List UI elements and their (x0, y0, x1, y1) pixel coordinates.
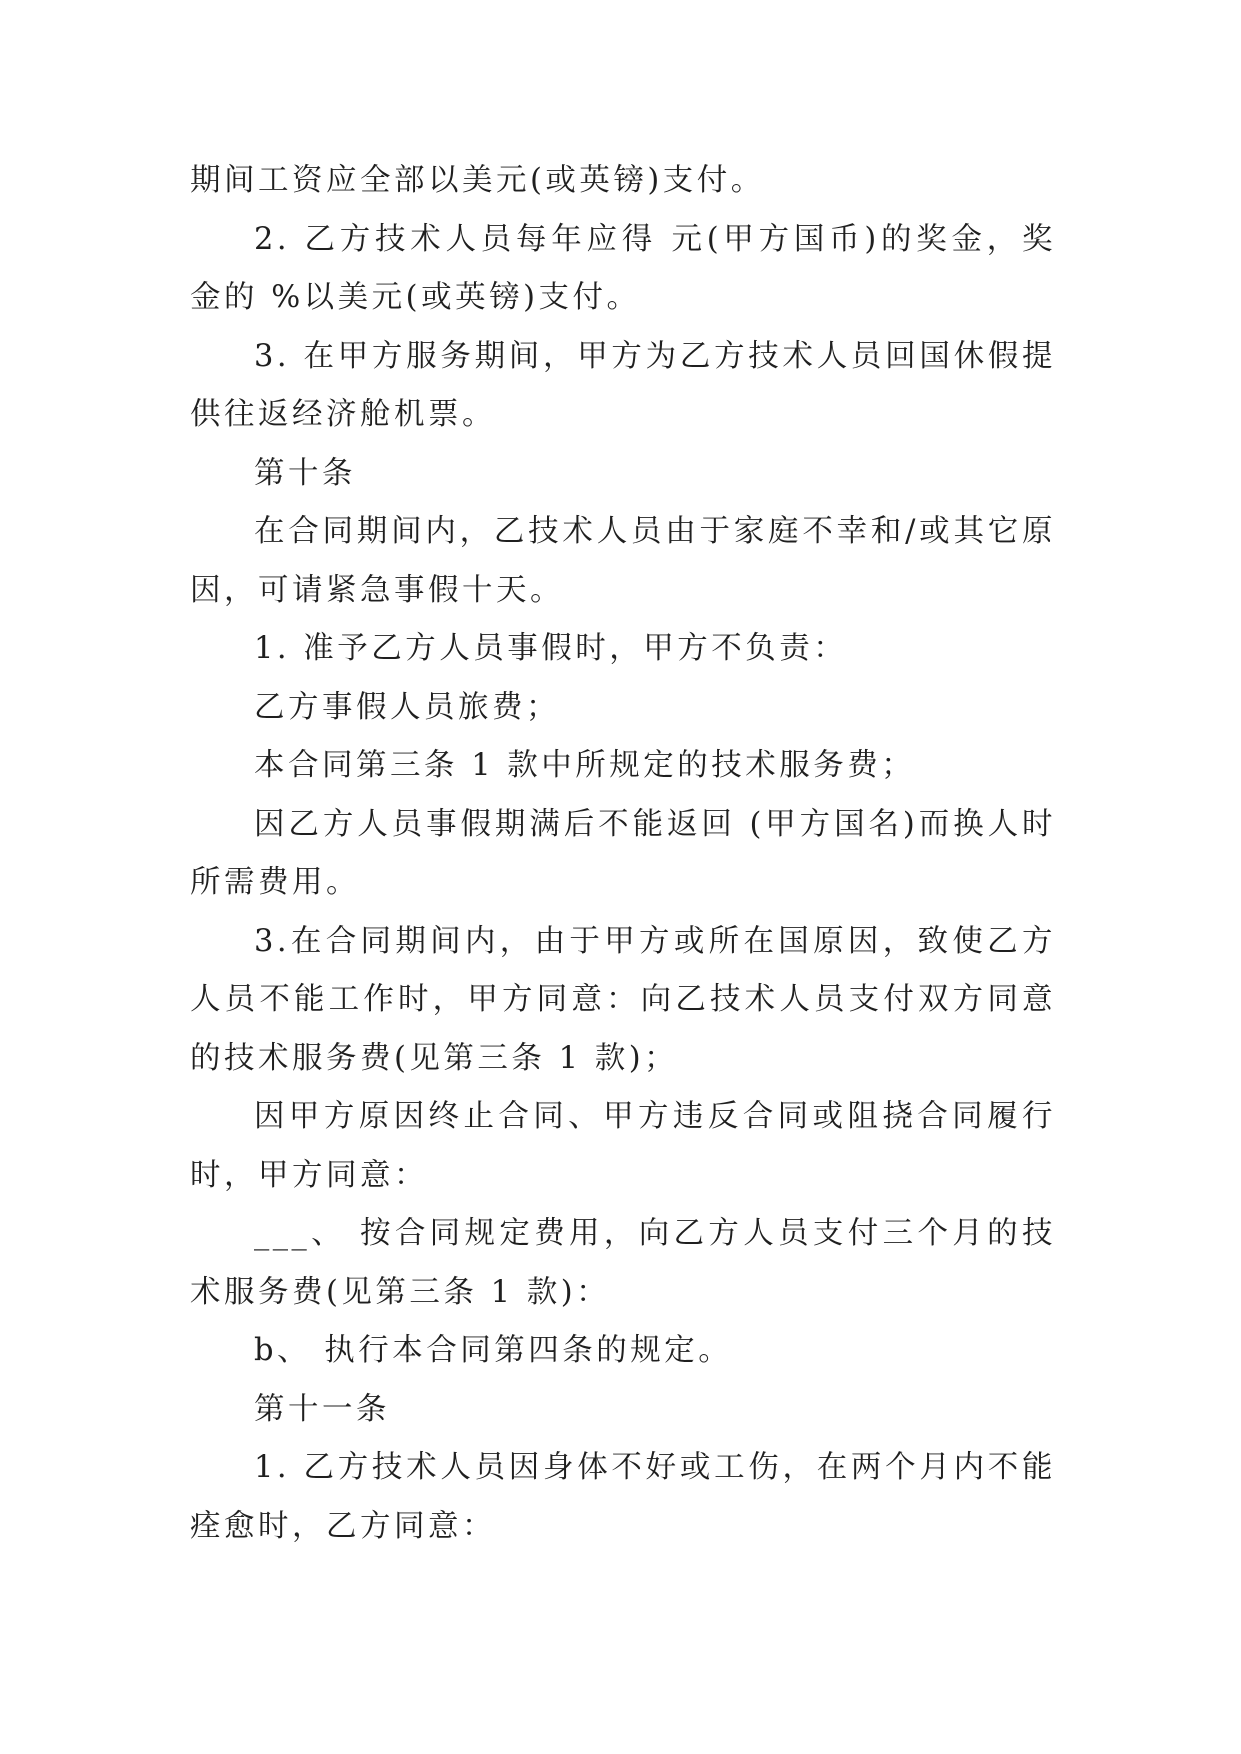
paragraph: 3. 在甲方服务期间，甲方为乙方技术人员回国休假提供往返经济舱机票。 (190, 338, 1056, 432)
paragraph: 1. 乙方技术人员因身体不好或工伤，在两个月内不能痊愈时，乙方同意： (190, 1450, 1056, 1544)
paragraph: 本合同第三条 1 款中所规定的技术服务费； (254, 748, 916, 783)
paragraph: b、 执行本合同第四条的规定。 (254, 1333, 733, 1368)
paragraph: 因乙方人员事假期满后不能返回 (甲方国名)而换人时所需费用。 (190, 806, 1056, 900)
paragraph: 在合同期间内，乙技术人员由于家庭不幸和/或其它原因，可请紧急事假十天。 (190, 514, 1056, 608)
paragraph: 1. 准予乙方人员事假时，甲方不负责： (254, 631, 848, 666)
section-heading: 第十一条 (254, 1391, 390, 1427)
section-heading: 第十条 (254, 455, 356, 491)
paragraph: 2. 乙方技术人员每年应得 元(甲方国币)的奖金，奖金的 %以美元(或英镑)支付。 (190, 221, 1056, 315)
paragraph: ___、 按合同规定费用，向乙方人员支付三个月的技术服务费(见第三条 1 款)： (190, 1216, 1056, 1310)
paragraph: 乙方事假人员旅费； (254, 689, 560, 725)
document-body (190, 152, 1056, 1556)
paragraph: 3.在合同期间内，由于甲方或所在国原因，致使乙方人员不能工作时，甲方同意：向乙技术人员支付双方同意的技术服务费(见第三条 1 款)； (190, 923, 1056, 1076)
paragraph: 期间工资应全部以美元(或英镑)支付。 (190, 163, 765, 198)
paragraph: 因甲方原因终止合同、甲方违反合同或阻挠合同履行时，甲方同意： (190, 1099, 1056, 1193)
